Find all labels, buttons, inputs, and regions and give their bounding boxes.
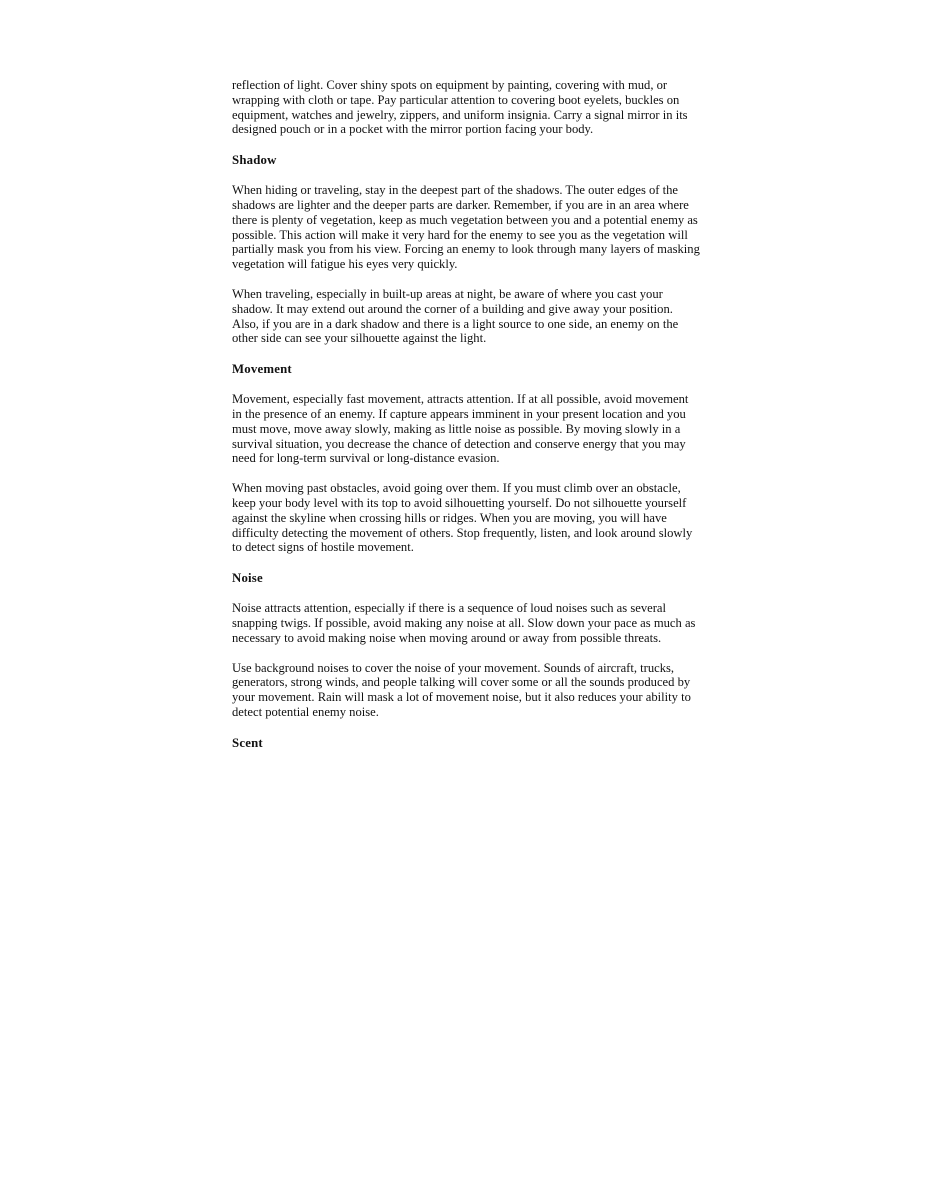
document-body	[232, 78, 700, 766]
heading-shadow: Shadow	[232, 153, 277, 168]
paragraph-shadow-traveling: When traveling, especially in built-up areas at night, be aware of where you cast your shadow. It may extend out around the corner of a building and give away your position. Also, if you are in a dark shadow and there is a light source to one side, an enemy on the other side can see your silhouette against the light.	[232, 286, 679, 346]
paragraph-movement-obstacles: When moving past obstacles, avoid going over them. If you must climb over an obstacle, keep your body level with its top to avoid silhouetting yourself. Do not silhouette yourself against the skyline when crossing hills or ridges. When you are moving, you will have difficulty detecting the movement of others. Stop frequently, listen, and look around slowly to detect signs of hostile movement.	[232, 481, 693, 555]
heading-scent: Scent	[232, 735, 263, 750]
paragraph-movement-attention: Movement, especially fast movement, attracts attention. If at all possible, avoid movement in the presence of an enemy. If capture appears imminent in your present location and you must move, move away slowly, making as little noise as possible. By moving slowly in a survival situation, you decrease the chance of detection and conserve energy that you may need for long-term survival or long-distance evasion.	[232, 392, 689, 466]
paragraph-shadow-hiding: When hiding or traveling, stay in the deepest part of the shadows. The outer edges of the shadows are lighter and the deeper parts are darker. Remember, if you are in an area where there is plenty of vegetation, keep as much vegetation between you and a potential enemy as possible. This action will make it very hard for the enemy to see you as the vegetation will partially mask you from his view. Forcing an enemy to look through many layers of masking vegetation will fatigue his eyes very quickly.	[232, 183, 700, 272]
heading-noise: Noise	[232, 571, 263, 586]
heading-movement: Movement	[232, 362, 292, 377]
paragraph-light-reflection: reflection of light. Cover shiny spots on equipment by painting, covering with mud, or wrapping with cloth or tape. Pay particular attention to covering boot eyelets, buckles on equipment, watches and jewelry, zippers, and uniform insignia. Carry a signal mirror in its designed pouch or in a pocket with the mirror portion facing your body.	[232, 78, 688, 137]
paragraph-noise-attention: Noise attracts attention, especially if there is a sequence of loud noises such as several snapping twigs. If possible, avoid making any noise at all. Slow down your pace as much as necessary to avoid making noise when moving around or away from possible threats.	[232, 601, 696, 645]
paragraph-noise-background: Use background noises to cover the noise of your movement. Sounds of aircraft, trucks, generators, strong winds, and people talking will cover some or all the sounds produced by your movement. Rain will mask a lot of movement noise, but it also reduces your ability to detect potential enemy noise.	[232, 660, 691, 719]
